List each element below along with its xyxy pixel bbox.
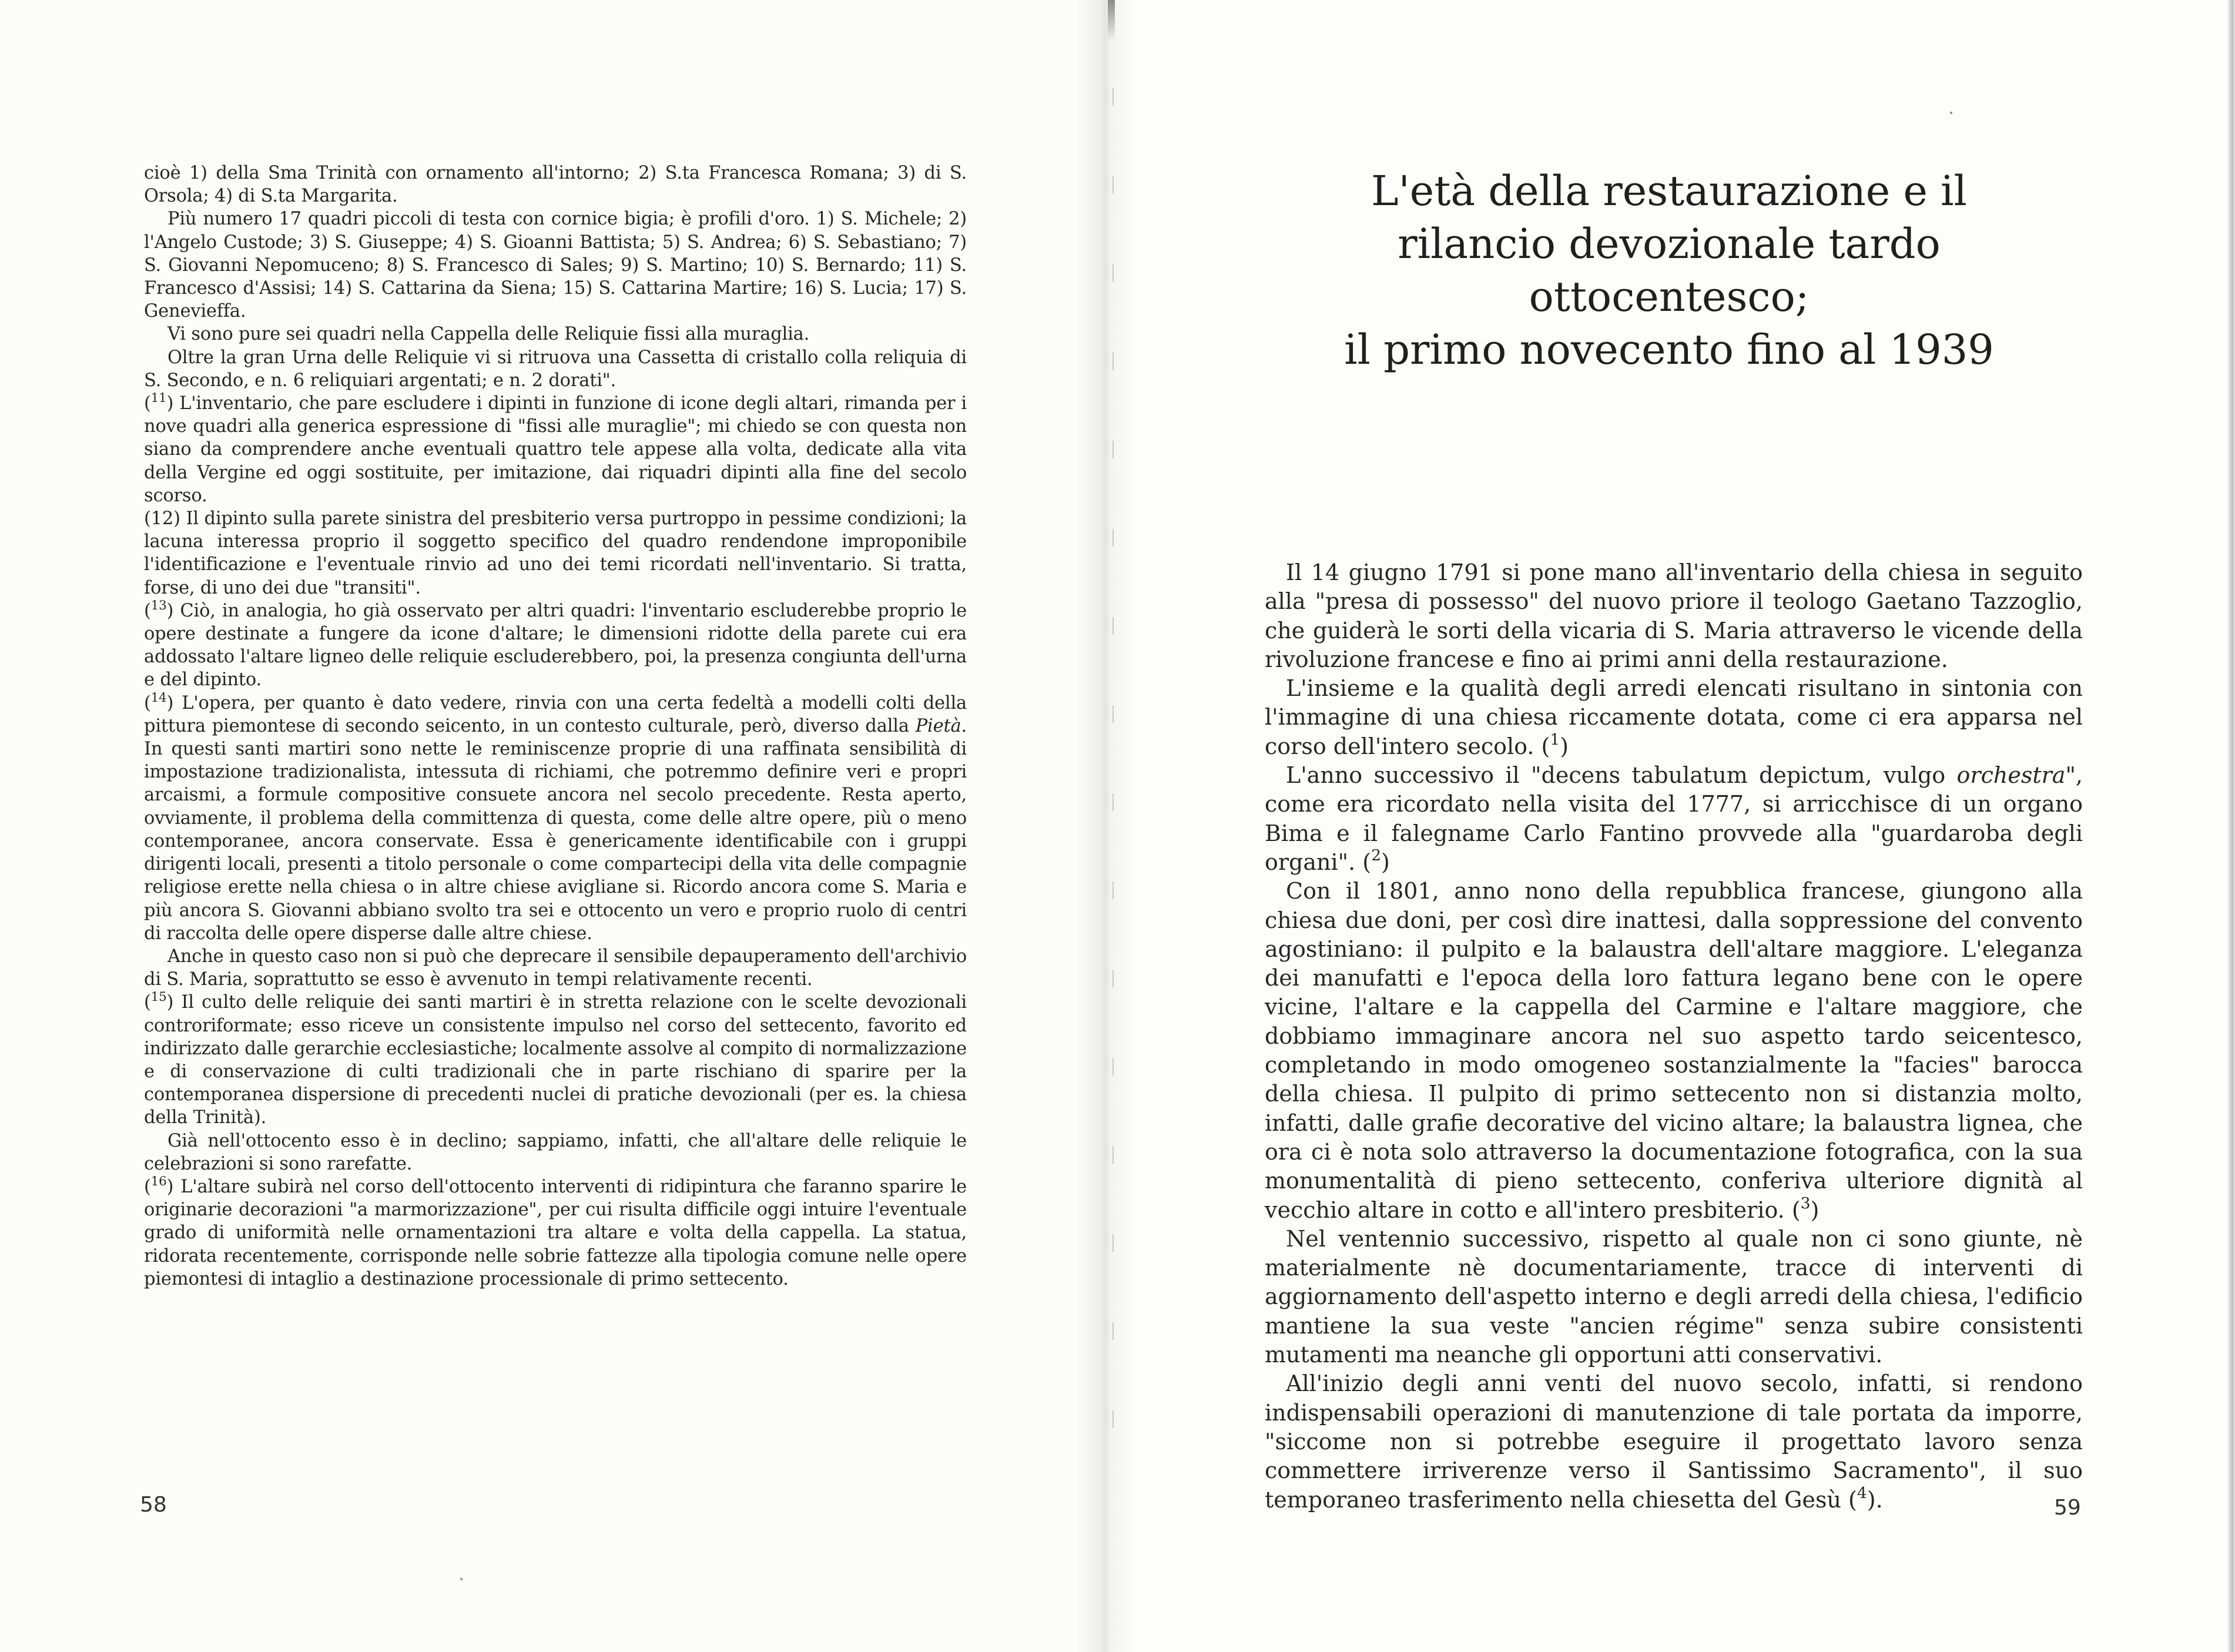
body-paragraph: L'anno successivo il "decens tabulatum depictum, vulgo orchestra", come era ricordato nella visita del 1777, si arricchisce di un organo Bima e il falegname Carlo Fantino provvede alla "guardaroba degli organi". ($^2$) [1265, 762, 2083, 875]
footnote-12: (12) Il dipinto sulla parete sinistra del presbiterio versa purtroppo in pessime condizioni; la lacuna interessa proprio il soggetto specifico del quadro rendendone improponibile l'identificazione e l'eventuale rinvio ad uno dei temi ricordati nell'inventario. Si tratta, forse, di uno dei due "transiti". [144, 508, 967, 598]
footnote-13: ($^{13}$) Ciò, in analogia, ho già osservato per altri quadri: l'inventario escluderebbe proprio le opere destinate a fungere da icone d'altare; le dimensioni ridotte della parete cui era addossato l'altare ligneo delle reliquie escluderebbero, poi, la presenza congiunta dell'urna e del dipinto. [144, 598, 967, 691]
body-paragraph: Nel ventennio successivo, rispetto al quale non ci sono giunte, nè materialmente nè documentariamente, tracce di interventi di aggiornamento dell'aspetto interno e degli arredi della chiesa, l'edificio mantiene la sua veste "ancien régime" senza subire consistenti mutamenti ma neanche gli opportuni atti conservativi. [1265, 1225, 2083, 1368]
page-edge [2227, 0, 2235, 1652]
footnote-16: ($^{16}$) L'altare subirà nel corso dell'ottocento interventi di ridipintura che faranno sparire le originarie decorazioni "a marmorizzazione", per cui risulta difficile oggi intuire l'eventuale grado di uniformità nelle ornamentazioni tra altare e volta della cappella. La statua, ridorata recentemente, corrisponde nelle sobrie fattezze alla tipologia comune nelle opere piemontesi di intaglio a destinazione processionale di primo settecento. [144, 1174, 967, 1289]
note-number: 13 [150, 598, 167, 613]
chapter-title-line: il primo novecento fino al 1939 [1344, 326, 1994, 374]
footnote-reference: 4 [1857, 1483, 1867, 1502]
body-paragraph: Il 14 giugno 1791 si pone mano all'inventario della chiesa in seguito alla "presa di possesso" del nuovo priore il teologo Gaetano Tazzoglio, che guiderà le sorti della vicaria di S. Maria attraverso le vicende della rivoluzione francese e fino ai primi anni della restaurazione. [1265, 559, 2083, 672]
binding-mark [1108, 0, 1115, 41]
footnote-11: ($^{11}$) L'inventario, che pare escludere i dipinti in funzione di icone degli altari, rimanda per i nove quadri alla generica espressione di "fissi alle muraglie"; mi chiedo se con questa non siano da comprendere anche eventuali quattro tele appese alla volta, dedicate alla vita della Vergine ed oggi sostituite, per imitazione, dai riquadri dipinti alla fine del secolo scorso. [144, 391, 967, 506]
note-paragraph: cioè 1) della Sma Trinità con ornamento all'intorno; 2) S.ta Francesca Romana; 3) di S. Orsola; 4) di S.ta Margarita. [144, 163, 967, 207]
body-paragraph: Con il 1801, anno nono della repubblica francese, giungono alla chiesa due doni, per così dire inattesi, dalla soppressione del convento agostiniano: il pulpito e la balaustra dell'altare maggiore. L'eleganza dei manufatti e l'epoca della loro fattura legano bene con le opere vicine, l'altare e la cappella del Carmine e l'altare maggiore, che dobbiamo immaginare ancora nel suo aspetto tardo seicentesco, completando in modo omogeneo sostanzialmente la "facies" barocca della chiesa. Il pulpito di primo settecento non si distanzia molto, infatti, dalle grafie decorative del vicino altare; la balaustra lignea, che ora ci è nota solo attraverso la documentazione fotografica, con la sua monumentalità di pieno settecento, conferiva ulteriore dignità al vecchio altare in cotto e all'intero presbiterio. ($^3$) [1265, 878, 2083, 1223]
note-paragraph: Anche in questo caso non si può che deprecare il sensibile depauperamento dell'archivio di S. Maria, soprattutto se esso è avvenuto in tempi relativamente recenti. [144, 946, 967, 990]
note-number: 14 [150, 690, 167, 705]
footnote-reference: 3 [1800, 1194, 1811, 1212]
body-paragraph: L'insieme e la qualità degli arredi elencati risultano in sintonia con l'immagine di una chiesa riccamente dotata, come ci era apparsa nel corso dell'intero secolo. ($^1$) [1265, 675, 2083, 759]
paper-speck [460, 1578, 463, 1580]
page-number-right: 59 [2054, 1496, 2081, 1520]
note-number: 11 [150, 391, 167, 406]
chapter-title-line: rilancio devozionale tardo ottocentesco; [1398, 220, 1941, 321]
chapter-title-line: L'età della restaurazione e il [1371, 167, 1967, 215]
note-number: 15 [150, 990, 167, 1005]
paper-speck [1950, 112, 1952, 114]
note-number: 16 [150, 1174, 167, 1189]
note-paragraph: Già nell'ottocento esso è in declino; sappiamo, infatti, che all'altare delle reliquie le celebrazioni si sono rarefatte. [144, 1130, 967, 1174]
note-paragraph: Oltre la gran Urna delle Reliquie vi si ritruova una Cassetta di cristallo colla reliquia di S. Secondo, e n. 6 reliquiari argentati; e n. 2 dorati". [144, 347, 967, 391]
footnote-14: ($^{14}$) L'opera, per quanto è dato vedere, rinvia con una certa fedeltà a modelli colti della pittura piemontese di secondo seicento, in un contesto culturale, però, diverso dalla Pietà. In questi santi martiri sono nette le reminiscenze proprie di una raffinata sensibilità di impostazione tradizionalista, intessuta di richiami, che potremmo definire veri e propri arcaismi, a formule compositive consuete ancora nel secolo precedente. Resta aperto, ovviamente, il problema della committenza di questa, come delle altre opere, più o meno contemporanee, ancora conservate. Essa è genericamente identificabile con i gruppi dirigenti locali, presenti a titolo personale o come compartecipi della vita delle compagnie religiose erette nella chiesa o in altre chiese avigliane si. Ricordo ancora come S. Maria e più ancora S. Giovanni abbiano svolto tra sei e ottocento un vero e proprio ruolo di centri di raccolta delle opere disperse dalle altre chiese. [144, 690, 967, 944]
note-paragraph: Più numero 17 quadri piccoli di testa con cornice bigia; è profili d'oro. 1) S. Michele; 2) l'Angelo Custode; 3) S. Giuseppe; 4) S. Gioanni Battista; 5) S. Andrea; 6) S. Sebastiano; 7) S. Giovanni Nepomuceno; 8) S. Francesco di Sales; 9) S. Martino; 10) S. Bernardo; 11) S. Francesco d'Assisi; 14) S. Cattarina da Siena; 15) S. Cattarina Martire; 16) S. Lucia; 17) S. Genevieffa. [144, 209, 967, 322]
note-number: 12 [150, 508, 174, 530]
book-gutter [1075, 0, 1134, 1652]
page-number-left: 58 [140, 1493, 167, 1517]
fold-line [1113, 88, 1114, 1469]
body-text-column [1265, 558, 2083, 1514]
footnote-reference: 1 [1550, 730, 1560, 749]
footnote-15: ($^{15}$) Il culto delle reliquie dei santi martiri è in stretta relazione con le scelte devozionali controriformate; esso riceve un consistente impulso nel corso del settecento, favorito ed indirizzato dalle gerarchie ecclesiastiche; localmente assolve al compito di normalizzazione e di conservazione di culti tradizionali che in parte rischiano di sparire per la contemporanea dispersione di precedenti nuclei di pratiche devozionali (per es. la chiesa della Trinità). [144, 990, 967, 1128]
chapter-title [1264, 165, 2075, 376]
body-paragraph: All'inizio degli anni venti del nuovo secolo, infatti, si rendono indispensabili operazioni di manutenzione di tale portata da imporre, "siccome non si potrebbe eseguire il progettato lavoro senza commettere irriverenze verso il Santissimo Sacramento", il suo temporaneo trasferimento nella chiesetta del Gesù ($^4$). [1265, 1370, 2083, 1513]
note-paragraph: Vi sono pure sei quadri nella Cappella delle Reliquie fissi alla muraglia. [167, 324, 810, 345]
footnotes-column [144, 162, 967, 1291]
footnote-reference: 2 [1371, 846, 1382, 864]
